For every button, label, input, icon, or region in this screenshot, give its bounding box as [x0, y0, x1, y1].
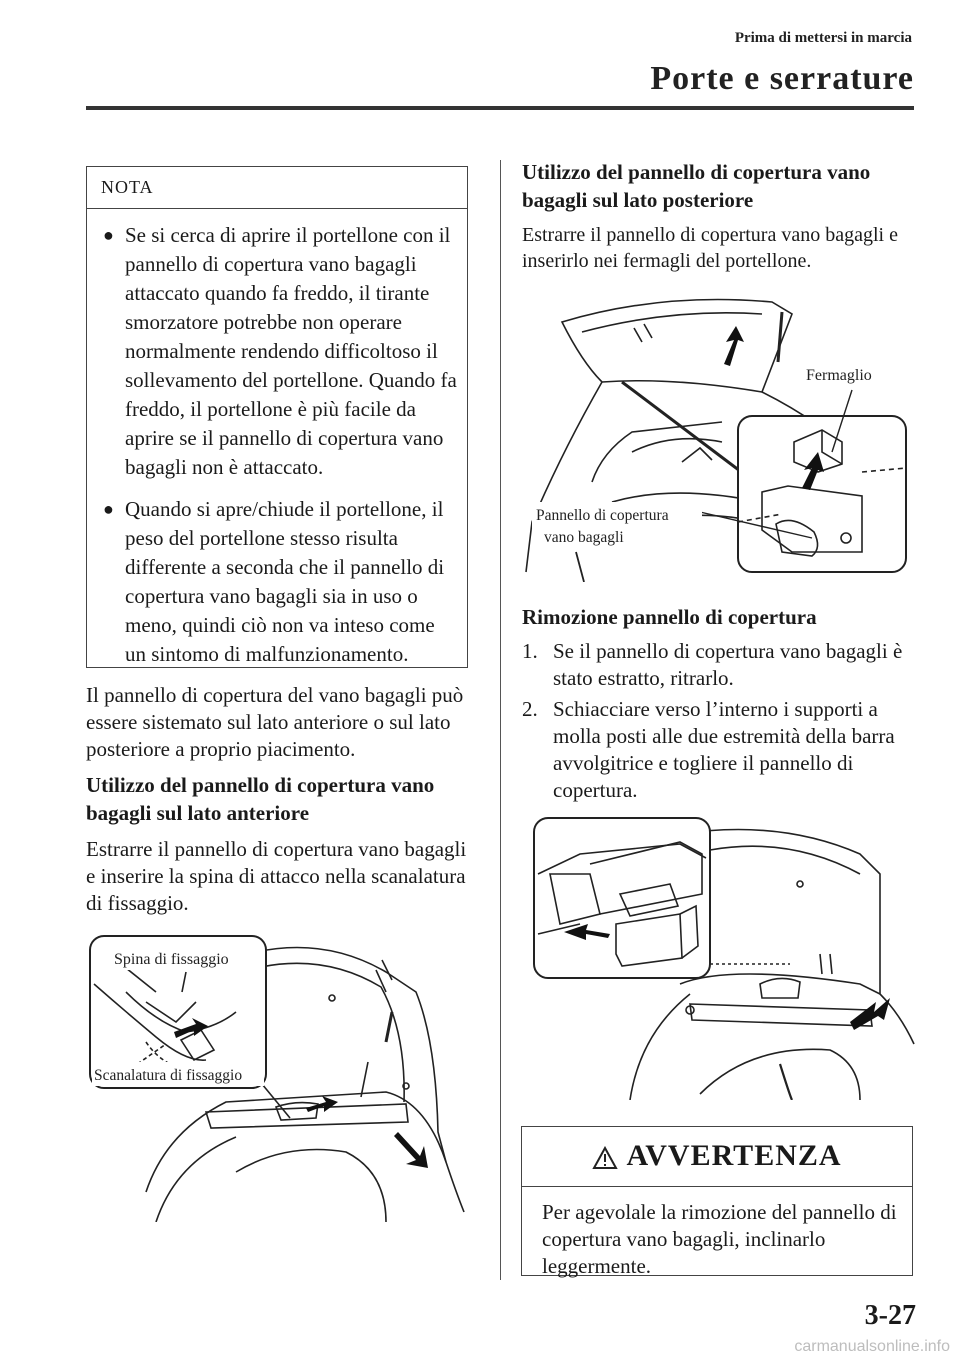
removal-heading: Rimozione pannello di copertura: [522, 605, 817, 629]
step-text: Schiacciare verso l’interno i supporti a molla posti alle due estremità della barra avvolgitrice e togliere il pannello di copertura.: [553, 697, 895, 802]
arrow-icon: [394, 1132, 428, 1168]
header-rule: [86, 106, 914, 110]
warning-header: [522, 1127, 912, 1187]
step-text: Se il pannello di copertura vano bagagli è stato estratto, ritrarlo.: [553, 639, 903, 690]
bullet-icon: ●: [103, 499, 114, 519]
removal-steps: [522, 638, 922, 808]
section-title: Prima di mettersi in marcia: [734, 30, 912, 46]
note-bullet-text: Se si cerca di aprire il portellone con il pannello di copertura vano bagagli attaccato quando fa freddo, il tirante smorzatore potrebbe non operare normalmente rendendo difficoltoso il sollevamento del portellone. Quando fa freddo, il portellone è più facile da aprire se il pannello di copertura vano bagagli non è attaccato.: [125, 223, 457, 479]
warning-text: Per agevolale la rimozione del pannello di copertura vano bagagli, inclinarlo leggermente.: [542, 1200, 897, 1278]
watermark: carmanualsonline.info: [794, 1338, 950, 1355]
step-number: 1.: [522, 639, 538, 663]
note-bullet-text: Quando si apre/chiude il portellone, il peso del portellone stesso risulta differente a seconda che il pannello di copertura vano bagagli sia in uso o meno, quindi ciò non va inteso come un sintomo di malfunzionamento.: [125, 497, 445, 666]
label-clip: Fermaglio: [806, 367, 872, 384]
column-divider: [500, 160, 501, 1280]
note-bullet-2: [87, 495, 459, 669]
note-list: [87, 209, 467, 669]
page-title: Porte e serrature: [650, 60, 914, 97]
rear-paragraph: Estrarre il pannello di copertura vano bagagli e inserirlo nei fermagli del portellone.: [522, 224, 898, 272]
label-panel-line2: vano bagagli: [544, 529, 624, 546]
front-paragraph: Estrarre il pannello di copertura vano bagagli e inserire la spina di attacco nella scanalatura di fissaggio.: [86, 837, 467, 915]
intro-paragraph: Il pannello di copertura del vano bagagli può essere sistemato sul lato anteriore o sul lato posteriore a proprio piacimento.: [86, 683, 464, 761]
label-panel-line1: Pannello di copertura: [536, 507, 669, 524]
note-label: NOTA: [87, 167, 467, 209]
step-1: [522, 638, 922, 692]
arrow-icon: [306, 1096, 338, 1112]
bullet-icon: ●: [103, 225, 114, 245]
arrow-icon: [724, 326, 744, 366]
step-2: [522, 696, 922, 804]
note-bullet-1: [87, 221, 459, 482]
label-groove: Scanalatura di fissaggio: [94, 1067, 243, 1084]
step-number: 2.: [522, 697, 538, 721]
note-box: [86, 166, 468, 668]
figure-removal: [530, 814, 916, 1100]
warning-box: [521, 1126, 913, 1276]
figure-rear-mounting: [522, 282, 918, 582]
front-heading: Utilizzo del pannello di copertura vano bagagli sul lato anteriore: [86, 773, 435, 825]
label-pin: Spina di fissaggio: [114, 951, 229, 968]
figure-front-mounting: [86, 932, 466, 1222]
page-number: 3-27: [864, 1300, 916, 1331]
rear-heading: Utilizzo del pannello di copertura vano bagagli sul lato posteriore: [522, 160, 871, 212]
warning-triangle-icon: [592, 1146, 618, 1170]
warning-label: AVVERTENZA: [626, 1139, 842, 1172]
